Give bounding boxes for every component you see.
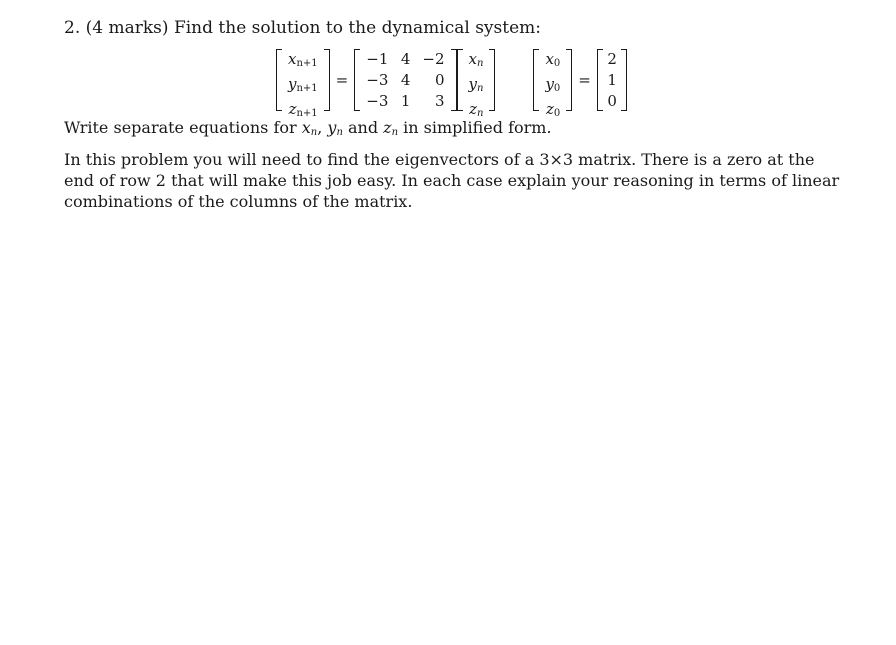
init-y: y [545,75,554,93]
lhs-y-sub: n+1 [296,83,318,94]
matrix-cell: 4 [400,50,411,68]
init-x-sub: 0 [553,58,561,69]
matrix-cell: −2 [422,50,445,68]
matrix-cell: 0 [434,71,445,89]
instruction-line: Write separate equations for $x_n$, $y_n$ and $z_n$ in simplified form. [64,118,552,138]
var-y: y [327,118,337,137]
init-y-sub: 0 [553,83,561,94]
matrix-cell: −3 [366,71,389,89]
lhs-vector [276,49,330,119]
lhs-z: z [288,100,297,118]
equals-sign: = [335,71,349,89]
initial-values-vector [597,49,627,111]
init-x: x [545,50,554,68]
matrix-cell: 3 [434,92,445,110]
initial-vector [533,49,572,119]
lhs-z-sub: n+1 [296,108,318,119]
state-z-sub: n [476,108,484,119]
var-x: x [301,118,311,137]
question-header [64,16,541,40]
question-prompt: Find the solution to the dynamical system: [173,18,541,38]
initial-value: 0 [607,92,617,110]
state-x-sub: n [476,58,484,69]
initial-equals-sign: = [578,71,591,89]
problem-paragraph: In this problem you will need to find the eigenvectors of a 3×3 matrix. There is a zero at the end of row 2 that will make this job easy. In each case explain your reasoning in terms of linear combinations of the columns of the matrix. [64,150,840,211]
initial-value: 1 [607,71,617,89]
state-z: z [469,100,477,118]
lhs-x-sub: n+1 [296,58,318,69]
lhs-y: y [288,75,297,93]
state-y: y [468,75,477,93]
state-vector [457,49,496,119]
matrix-cell: 1 [400,92,411,110]
coefficient-matrix [354,49,456,111]
initial-value: 2 [607,50,617,68]
state-x: x [468,50,477,68]
lhs-x: x [288,50,297,68]
matrix-cell: 4 [400,71,411,89]
state-y-sub: n [476,83,484,94]
equation [276,49,627,119]
init-z: z [546,100,554,118]
question-marks: (4 marks) [85,18,169,38]
matrix-cell: −1 [366,50,389,68]
init-z-sub: 0 [553,108,561,119]
matrix-cell: −3 [366,92,389,110]
var-z: z [383,118,392,137]
question-number: 2. [64,18,81,38]
